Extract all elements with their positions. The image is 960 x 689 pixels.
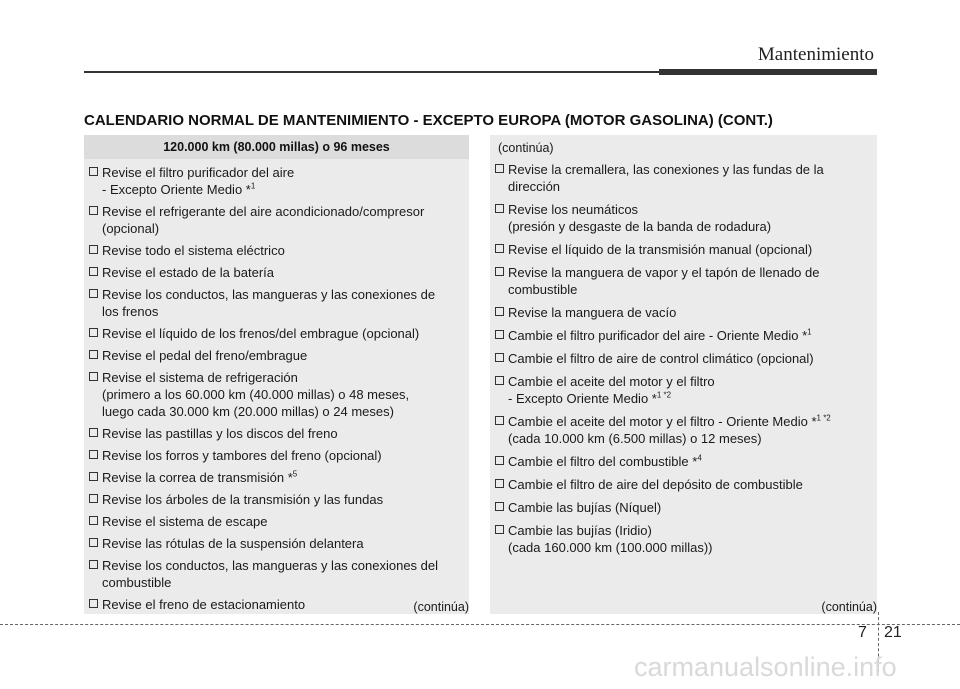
checklist-item-line: Revise los neumáticos xyxy=(508,202,639,217)
checklist-item-text xyxy=(102,535,463,552)
checklist-item-line: Revise el pedal del freno/embrague xyxy=(102,348,308,363)
right-checklist xyxy=(490,155,877,556)
checklist-item-line: (presión y desgaste de la banda de rodadura) xyxy=(508,219,772,234)
checklist-item-text xyxy=(508,327,871,344)
checklist-item-line: - Excepto Oriente Medio * xyxy=(102,182,251,197)
checklist-item-text xyxy=(508,373,871,390)
checklist-item-line: luego cada 30.000 km (20.000 millas) o 24 meses) xyxy=(102,404,394,419)
checklist-item-text xyxy=(102,596,463,613)
checklist-item-line: Revise el freno de estacionamiento xyxy=(102,597,306,612)
checklist-item-text xyxy=(508,304,871,321)
checkbox-icon xyxy=(89,372,98,381)
footnote-marker: 1 xyxy=(250,181,256,191)
checklist-item xyxy=(86,513,463,530)
checklist-item xyxy=(86,325,463,342)
left-panel xyxy=(84,135,469,614)
checklist-item xyxy=(86,469,463,486)
checklist-item-text xyxy=(102,286,463,303)
checklist-item-line: (primero a los 60.000 km (40.000 millas) o 48 meses, xyxy=(102,387,410,402)
checklist-item-line: (cada 10.000 km (6.500 millas) o 12 meses) xyxy=(508,431,762,446)
checklist-item-text xyxy=(102,513,463,530)
checklist-item xyxy=(492,522,871,556)
checklist-item-text xyxy=(508,281,871,298)
right-panel-intro: (continúa) xyxy=(498,141,554,155)
checklist-item-text xyxy=(508,201,871,218)
checklist-item-line: - Excepto Oriente Medio * xyxy=(508,391,657,406)
checklist-item xyxy=(492,476,871,493)
checkbox-icon xyxy=(89,560,98,569)
checklist-item-text xyxy=(102,220,463,237)
checklist-item-text xyxy=(102,181,463,198)
checkbox-icon xyxy=(89,450,98,459)
page-header-title: Mantenimiento xyxy=(757,44,874,65)
checklist-item-text xyxy=(508,453,871,470)
checklist-item-text xyxy=(102,469,463,486)
checklist-item-line: Cambie las bujías (Níquel) xyxy=(508,500,662,515)
checklist-item xyxy=(86,286,463,320)
checklist-item-text xyxy=(508,178,871,195)
checklist-item xyxy=(492,373,871,407)
checklist-item-line: Cambie el filtro purificador del aire - Oriente Medio * xyxy=(508,328,808,343)
checkbox-icon xyxy=(89,267,98,276)
checkbox-icon xyxy=(89,167,98,176)
checklist-item-line: Cambie las bujías (Iridio) xyxy=(508,523,652,538)
watermark-text: carmanualsonline.info xyxy=(634,652,897,682)
checklist-item-line: (opcional) xyxy=(102,221,160,236)
checklist-item-line: Revise los árboles de la transmisión y las fundas xyxy=(102,492,384,507)
checklist-item-text xyxy=(102,325,463,342)
checkbox-icon xyxy=(495,376,504,385)
checklist-item-line: Revise la correa de transmisión * xyxy=(102,470,293,485)
section-title: CALENDARIO NORMAL DE MANTENIMIENTO - EXCEPTO EUROPA (MOTOR GASOLINA) (CONT.) xyxy=(84,112,773,129)
checklist-item-text xyxy=(102,264,463,281)
checklist-item-line: los frenos xyxy=(102,304,159,319)
checklist-item xyxy=(492,413,871,447)
checklist-item-text xyxy=(508,161,871,178)
checkbox-icon xyxy=(89,428,98,437)
page-number: 21 xyxy=(884,624,902,641)
checkbox-icon xyxy=(89,538,98,547)
checklist-item-text xyxy=(508,499,871,516)
checklist-item xyxy=(492,499,871,516)
checkbox-icon xyxy=(495,502,504,511)
checklist-item-line: Revise la manguera de vacío xyxy=(508,305,677,320)
checklist-item-text xyxy=(508,539,871,556)
checkbox-icon xyxy=(495,267,504,276)
checklist-item-text xyxy=(508,264,871,281)
checklist-item-line: Cambie el filtro de aire de control climático (opcional) xyxy=(508,351,814,366)
checkbox-icon xyxy=(89,472,98,481)
checklist-item xyxy=(492,304,871,321)
checklist-item xyxy=(492,350,871,367)
checklist-item xyxy=(86,447,463,464)
checklist-item-line: Cambie el aceite del motor y el filtro - Oriente Medio * xyxy=(508,414,817,429)
left-checklist xyxy=(84,159,469,613)
checkbox-icon xyxy=(89,206,98,215)
checkbox-icon xyxy=(495,353,504,362)
checkbox-icon xyxy=(89,494,98,503)
checklist-item-text xyxy=(102,347,463,364)
checklist-item xyxy=(86,369,463,420)
checklist-item-text xyxy=(508,350,871,367)
footnote-marker: 4 xyxy=(697,453,702,463)
checklist-item-line: Cambie el filtro de aire del depósito de combustible xyxy=(508,477,803,492)
checklist-item xyxy=(492,264,871,298)
checklist-item-line: Revise los conductos, las mangueras y las conexiones del xyxy=(102,558,439,573)
checkbox-icon xyxy=(495,204,504,213)
checklist-item-line: combustible xyxy=(508,282,578,297)
checklist-item xyxy=(86,203,463,237)
checklist-item xyxy=(86,491,463,508)
checklist-item-line: Revise la cremallera, las conexiones y las fundas de la xyxy=(508,162,824,177)
checklist-item-line: Revise el líquido de los frenos/del embrague (opcional) xyxy=(102,326,420,341)
checkbox-icon xyxy=(89,328,98,337)
checklist-item-line: Revise las rótulas de la suspensión delantera xyxy=(102,536,364,551)
checklist-item-text xyxy=(102,491,463,508)
left-panel-heading: 120.000 km (80.000 millas) o 96 meses xyxy=(84,135,469,159)
checklist-item-text xyxy=(508,390,871,407)
checkbox-icon xyxy=(495,164,504,173)
checklist-item xyxy=(492,453,871,470)
checklist-item xyxy=(492,327,871,344)
checklist-item-text xyxy=(508,241,871,258)
checklist-item-text xyxy=(102,447,463,464)
checklist-item-line: Revise el filtro purificador del aire xyxy=(102,165,295,180)
checklist-item-text xyxy=(508,430,871,447)
checklist-item-line: Revise el sistema de refrigeración xyxy=(102,370,298,385)
right-continues-note: (continúa) xyxy=(821,600,877,614)
checkbox-icon xyxy=(89,599,98,608)
checklist-item-text xyxy=(102,403,463,420)
checkbox-icon xyxy=(495,330,504,339)
footnote-marker: 1 xyxy=(807,327,812,337)
checklist-item-text xyxy=(508,218,871,235)
checklist-item-text xyxy=(102,369,463,386)
footnote-marker: 5 xyxy=(292,469,298,479)
right-panel xyxy=(490,135,877,614)
checklist-item-text xyxy=(102,242,463,259)
checklist-item-text xyxy=(102,574,463,591)
checklist-item xyxy=(86,264,463,281)
checklist-item-text xyxy=(102,303,463,320)
checklist-item-line: Revise los forros y tambores del freno (opcional) xyxy=(102,448,382,463)
chapter-number: 7 xyxy=(858,624,867,641)
checkbox-icon xyxy=(89,350,98,359)
checklist-item xyxy=(86,535,463,552)
footer-dashed-rule xyxy=(0,624,960,625)
footnote-marker: 1 *2 xyxy=(656,390,672,400)
checklist-item-line: Revise el refrigerante del aire acondicionado/compresor xyxy=(102,204,425,219)
checklist-item-line: Cambie el filtro del combustible * xyxy=(508,454,698,469)
checklist-item xyxy=(86,596,463,613)
checklist-item-text xyxy=(102,425,463,442)
checklist-item-line: (cada 160.000 km (100.000 millas)) xyxy=(508,540,713,555)
checklist-item-text xyxy=(102,203,463,220)
checkbox-icon xyxy=(495,307,504,316)
checklist-item-line: Revise los conductos, las mangueras y las conexiones de xyxy=(102,287,436,302)
checklist-item xyxy=(86,164,463,198)
checkbox-icon xyxy=(495,416,504,425)
checkbox-icon xyxy=(495,456,504,465)
checkbox-icon xyxy=(495,525,504,534)
checklist-item xyxy=(492,201,871,235)
checklist-item xyxy=(86,242,463,259)
checklist-item-line: Revise el sistema de escape xyxy=(102,514,268,529)
checklist-item xyxy=(492,241,871,258)
checklist-item-line: combustible xyxy=(102,575,172,590)
checklist-item-line: Revise el estado de la batería xyxy=(102,265,274,280)
checklist-item-text xyxy=(508,522,871,539)
checklist-item-text xyxy=(508,413,871,430)
checkbox-icon xyxy=(495,244,504,253)
checklist-item-text xyxy=(508,476,871,493)
header-rule-accent xyxy=(659,69,877,75)
checklist-item xyxy=(86,425,463,442)
header-rule xyxy=(84,71,659,73)
checklist-item-line: Revise las pastillas y los discos del freno xyxy=(102,426,338,441)
checklist-item-line: Revise el líquido de la transmisión manual (opcional) xyxy=(508,242,813,257)
checklist-item xyxy=(492,161,871,195)
checklist-item-line: dirección xyxy=(508,179,561,194)
footnote-marker: 1 *2 xyxy=(816,413,831,423)
checkbox-icon xyxy=(89,516,98,525)
checklist-item-line: Revise todo el sistema eléctrico xyxy=(102,243,285,258)
checklist-item-text xyxy=(102,557,463,574)
checklist-item-line: Revise la manguera de vapor y el tapón de llenado de xyxy=(508,265,820,280)
checklist-item-line: Cambie el aceite del motor y el filtro xyxy=(508,374,715,389)
left-continues-note: (continúa) xyxy=(413,600,469,614)
checkbox-icon xyxy=(495,479,504,488)
checklist-item xyxy=(86,347,463,364)
checkbox-icon xyxy=(89,245,98,254)
checklist-item xyxy=(86,557,463,591)
checkbox-icon xyxy=(89,289,98,298)
checklist-item-text xyxy=(102,386,463,403)
checklist-item-text xyxy=(102,164,463,181)
